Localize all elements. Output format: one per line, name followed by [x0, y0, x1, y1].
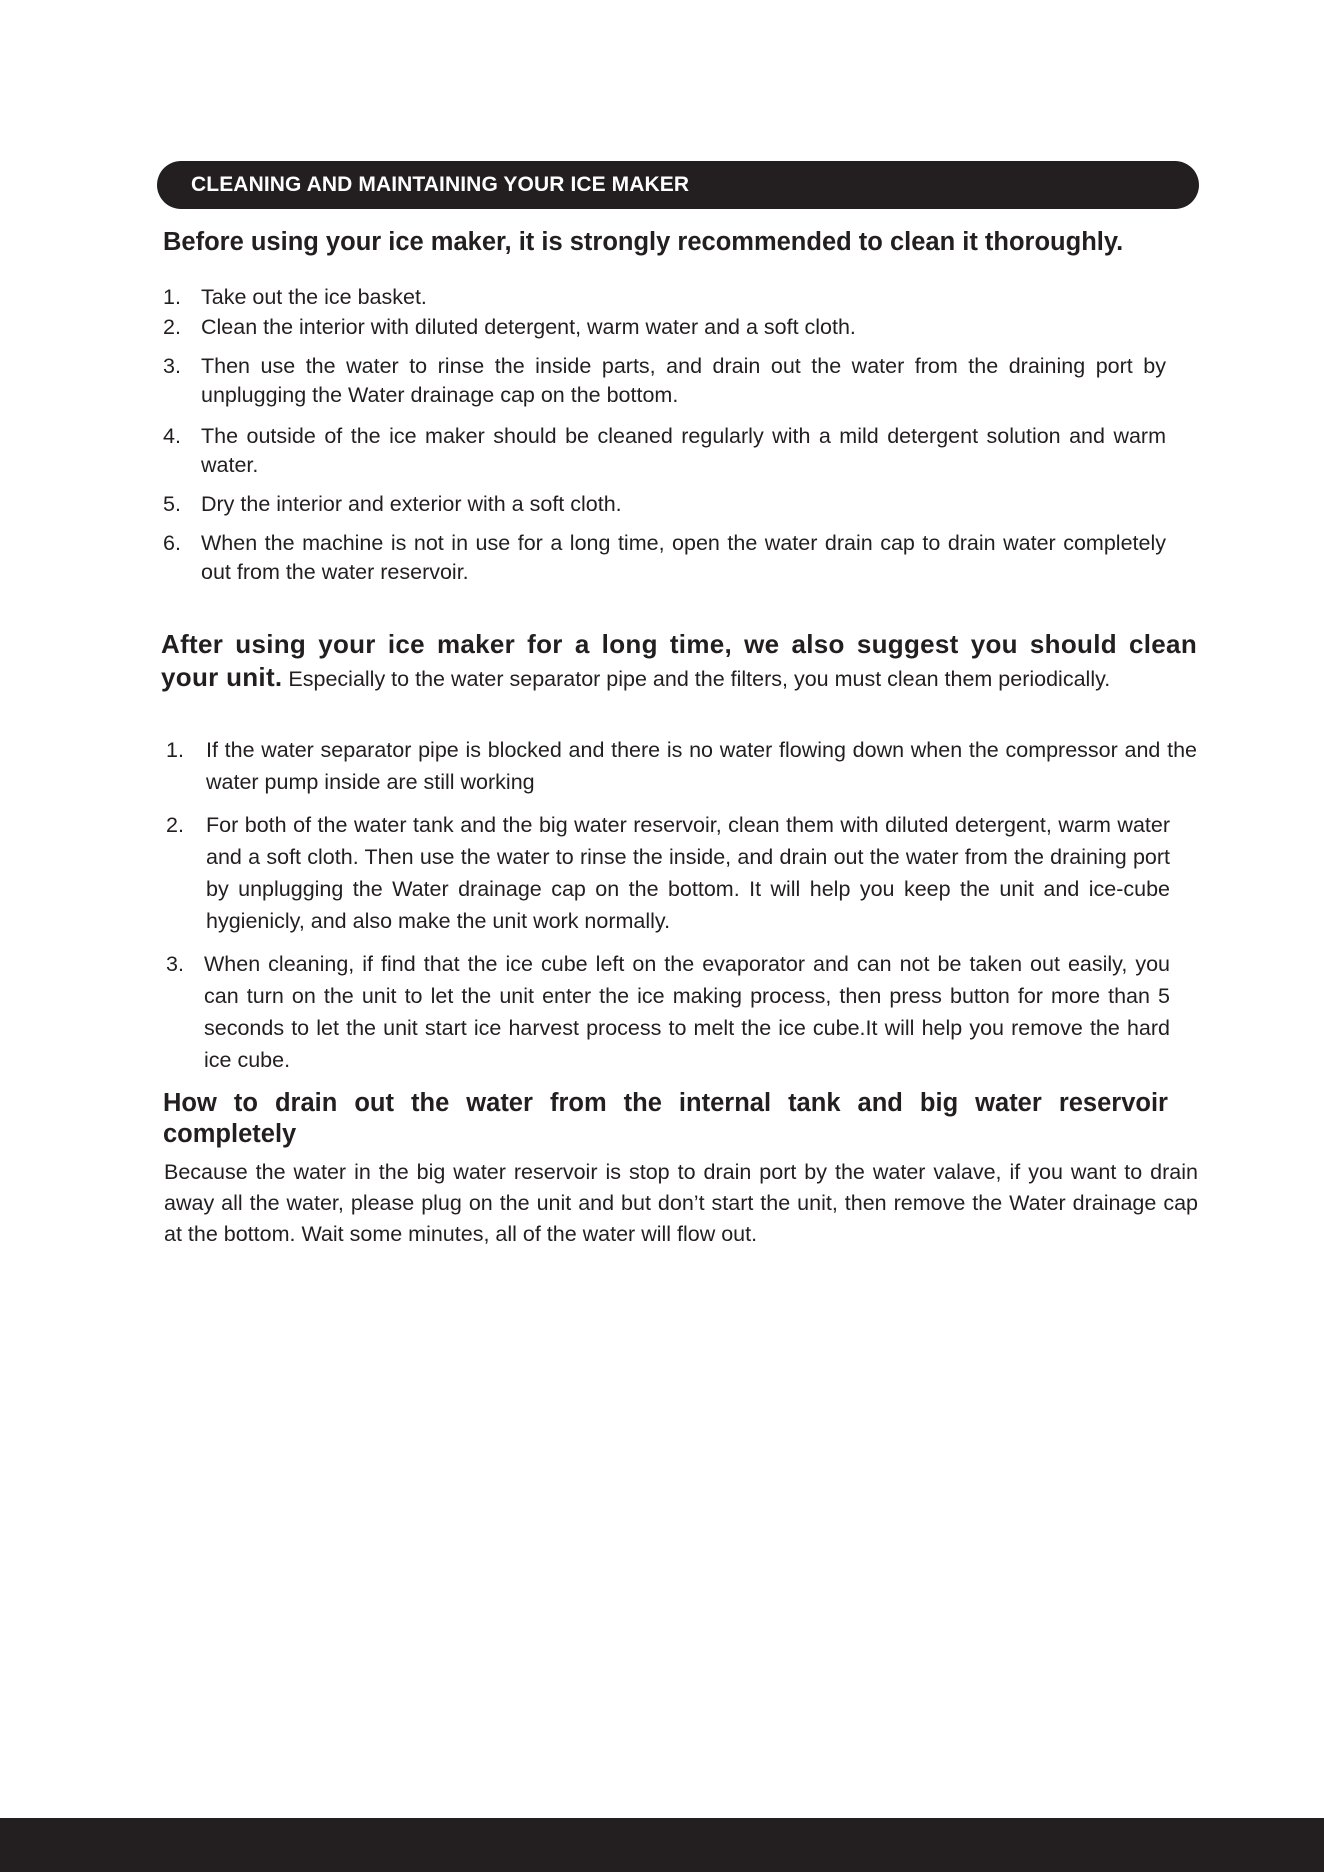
step-number: 5. — [163, 492, 181, 516]
section-title-bar: CLEANING AND MAINTAINING YOUR ICE MAKER — [157, 161, 1199, 209]
list-item — [163, 490, 1166, 519]
drain-paragraph: Because the water in the big water reservoir is stop to drain port by the water valave, if you want to drain away all the water, please plug on the unit and but don’t start the unit, then remove the Water drainage cap at the bottom. Wait some minutes, all of the water will flow out. — [164, 1160, 1198, 1246]
step-text: Then use the water to rinse the inside parts, and drain out the water from the draining port by unplugging the Water drainage cap on the bottom. — [201, 354, 1166, 407]
list-item — [166, 948, 1170, 1076]
step-text: When the machine is not in use for a long time, open the water drain cap to drain water completely out from the water reservoir. — [201, 531, 1166, 584]
list-item — [163, 283, 1166, 312]
list-item — [166, 809, 1170, 937]
footer-bar — [0, 1818, 1324, 1872]
step-number: 3. — [166, 952, 184, 976]
step-number: 2. — [163, 315, 181, 339]
step-number: 3. — [163, 354, 181, 378]
step-text: If the water separator pipe is blocked and there is no water flowing down when the compressor and the water pump inside are still working — [206, 738, 1197, 794]
step-text: When cleaning, if find that the ice cube left on the evaporator and can not be taken out easily, you can turn on the unit to let the unit enter the ice making process, then press button for more than 5 seconds to let the unit start ice harvest process to melt the ice cube.It will help you remove the hard ice cube. — [204, 952, 1170, 1072]
list-item — [163, 352, 1166, 410]
step-text: The outside of the ice maker should be cleaned regularly with a mild detergent solution and warm water. — [201, 424, 1166, 477]
step-number: 6. — [163, 531, 181, 555]
list-item — [166, 734, 1197, 798]
list-item — [163, 422, 1166, 480]
before-use-steps — [163, 283, 1166, 587]
step-text: For both of the water tank and the big water reservoir, clean them with diluted detergent, warm water and a soft cloth. Then use the water to rinse the inside, and drain out the water from the draining port by unplugging the Water drainage cap on the bottom. It will help you keep the unit and ice-cube hygienicly, and also make the unit work normally. — [206, 813, 1170, 933]
after-use-steps — [166, 734, 1197, 1076]
step-number: 1. — [163, 285, 181, 309]
step-number: 1. — [166, 738, 184, 762]
after-use-intro — [161, 629, 1197, 695]
step-text: Dry the interior and exterior with a soft cloth. — [201, 492, 622, 516]
list-item — [163, 529, 1166, 587]
list-item — [163, 313, 1166, 342]
after-use-heading: After using your ice maker for a long time, we also suggest you should clean your unit. — [161, 629, 1197, 692]
step-text: Take out the ice basket. — [201, 285, 427, 309]
after-use-text: Especially to the water separator pipe and the filters, you must clean them periodically. — [288, 667, 1111, 691]
step-text: Clean the interior with diluted detergent, warm water and a soft cloth. — [201, 315, 856, 339]
step-number: 2. — [166, 813, 184, 837]
drain-heading: How to drain out the water from the internal tank and big water reservoir completely — [163, 1089, 1168, 1148]
before-use-heading: Before using your ice maker, it is strongly recommended to clean it thoroughly. — [163, 228, 1124, 256]
step-number: 4. — [163, 424, 181, 448]
